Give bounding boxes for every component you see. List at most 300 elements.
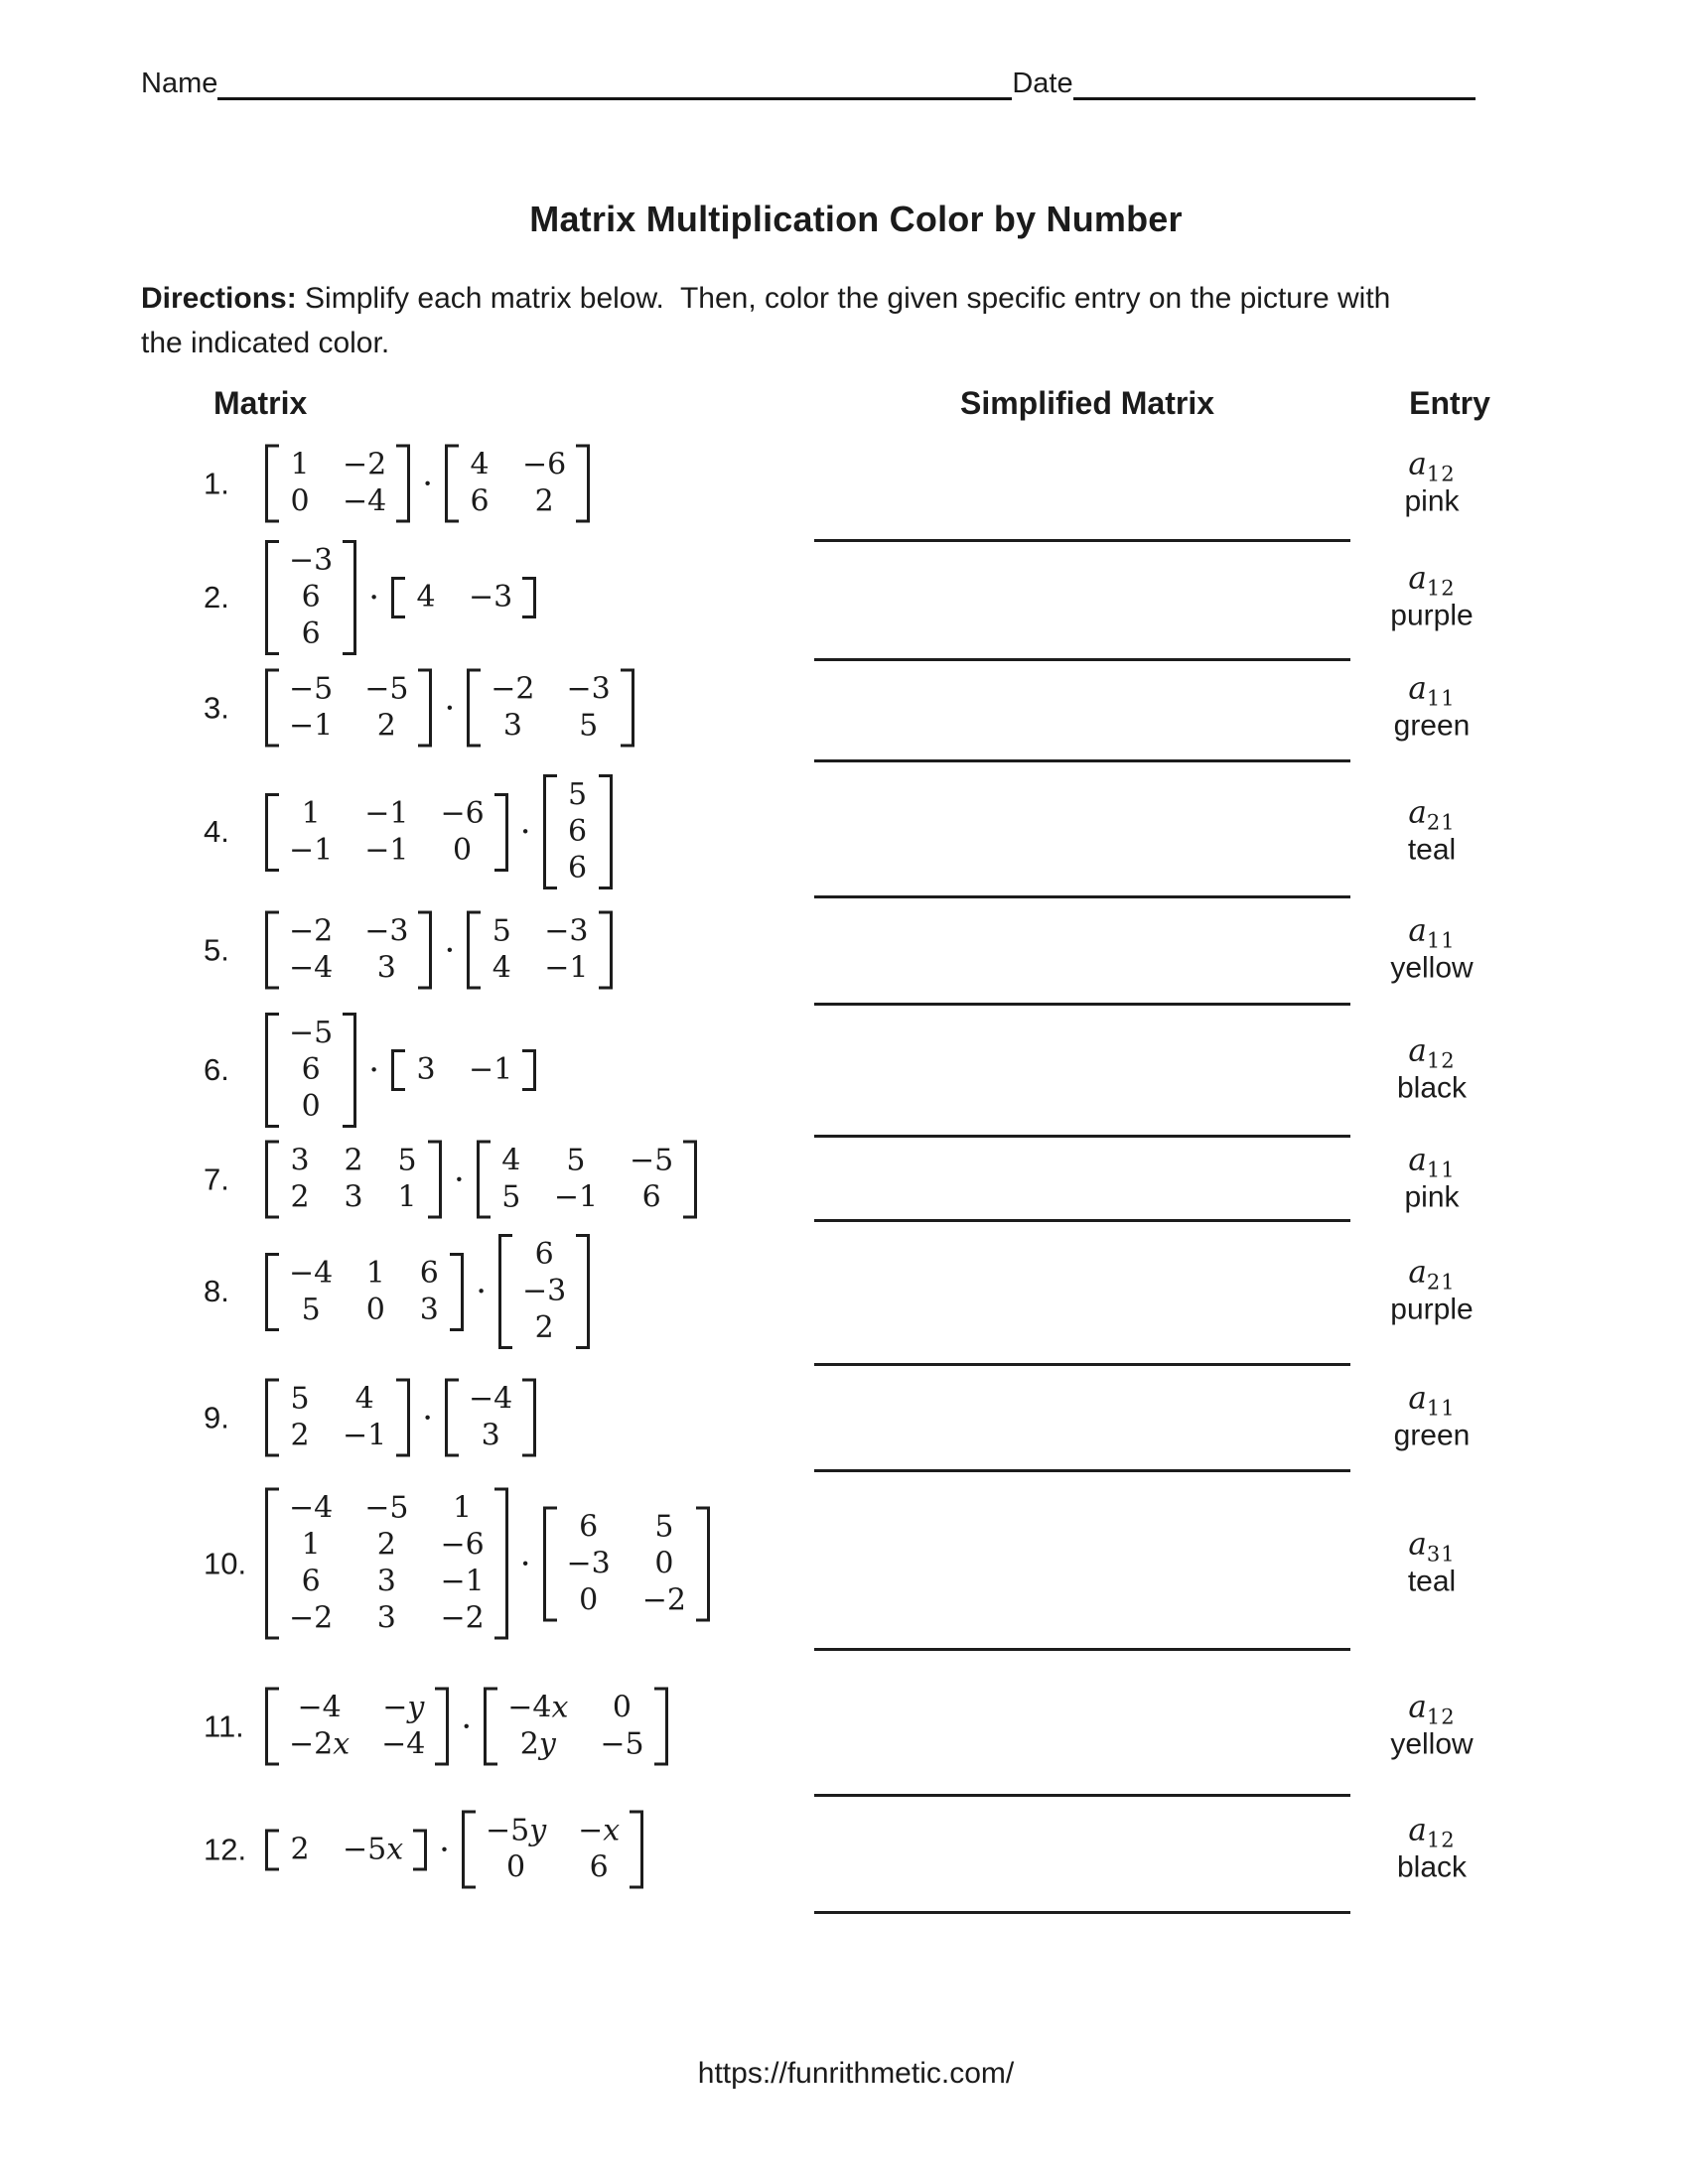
matrix-left-bracket (265, 1488, 279, 1640)
matrix-cell: 1 (290, 447, 310, 482)
matrix-cell: 4 (470, 447, 490, 482)
matrix-cell: 0 (290, 483, 310, 519)
multiplication-dot: · (444, 930, 456, 970)
matrix-cell: 3 (502, 708, 522, 744)
entry-spec (1393, 1380, 1471, 1453)
matrix-right-bracket (654, 1688, 668, 1766)
simplified-matrix-answer-line[interactable] (814, 1469, 1350, 1472)
problem-row (204, 669, 634, 748)
matrix-cells (557, 774, 599, 889)
matrix-cell: −3 (469, 580, 513, 614)
matrix-cell: −4 (381, 1726, 426, 1762)
matrix-cell: 0 (612, 1690, 633, 1725)
problem-number: 7. (204, 1161, 229, 1196)
matrix-cell: −2 (440, 1600, 485, 1636)
entry-subscript-symbol: $a_{11}$ (1408, 670, 1456, 711)
matrix-cell: 0 (301, 1089, 321, 1124)
entry-spec (1404, 446, 1460, 519)
matrix-cell: 5 (397, 1143, 417, 1178)
problem-matrices (265, 1234, 590, 1349)
matrix-cell: 6 (470, 483, 490, 519)
matrix-cells (279, 1829, 413, 1870)
name-label: Name (141, 68, 218, 99)
matrix-cell: −1 (553, 1179, 599, 1215)
matrix-right-bracket (428, 1141, 442, 1219)
matrix-cell: 3 (376, 1600, 396, 1636)
matrix-cell: −5x (343, 1832, 404, 1866)
matrix-cells (557, 1506, 696, 1621)
matrix-right-bracket (396, 1379, 410, 1457)
matrix-cell: 6 (579, 1509, 599, 1544)
matrix-cell: 6 (589, 1849, 609, 1885)
page-title: Matrix Multiplication Color by Number (529, 199, 1183, 239)
entry-color-name: purple (1390, 1293, 1474, 1326)
problem-matrices (265, 540, 536, 655)
matrix-cell: 5 (567, 777, 588, 812)
entry-spec (1407, 794, 1457, 868)
footer-url: https://funrithmetic.com/ (697, 2057, 1015, 2090)
entry-color-name: teal (1407, 833, 1457, 867)
matrix-left-bracket (467, 911, 481, 990)
matrix-cell: 0 (654, 1546, 674, 1580)
matrix-right-bracket (621, 669, 634, 748)
matrix-left-bracket (265, 1829, 279, 1870)
matrix-cell: 2 (376, 708, 396, 744)
matrix-cell: −6 (522, 447, 567, 482)
column-header-entry: Entry (1409, 385, 1490, 421)
matrix-right-bracket (418, 669, 432, 748)
matrix-cell: −4 (469, 1381, 513, 1417)
matrix-cell: 3 (376, 1564, 396, 1599)
problem-row (204, 540, 536, 655)
matrix-right-bracket (396, 445, 410, 523)
multiplication-dot: · (422, 464, 434, 503)
simplified-matrix-answer-line[interactable] (814, 1135, 1350, 1138)
entry-color-name: green (1393, 709, 1471, 743)
matrix-cell: 2 (290, 1418, 310, 1453)
multiplication-dot: · (439, 1830, 450, 1869)
matrix-cell: 3 (290, 1143, 310, 1178)
matrix (445, 1379, 536, 1457)
problem-matrices (265, 1013, 536, 1128)
matrix (265, 540, 356, 655)
problem-number: 5. (204, 932, 229, 967)
matrix-right-bracket (343, 540, 356, 655)
matrix-right-bracket (450, 1253, 464, 1331)
matrix-cell: −2 (289, 1600, 334, 1636)
matrix-cell: −4 (343, 483, 387, 519)
matrix-cells (491, 1141, 683, 1219)
problem-matrices (265, 669, 634, 748)
matrix-left-bracket (467, 669, 481, 748)
matrix-right-bracket (343, 1013, 356, 1128)
matrix-right-bracket (630, 1811, 643, 1889)
matrix-cells (481, 669, 620, 748)
matrix-cell: −2 (491, 671, 535, 707)
matrix-cell: 6 (534, 1237, 554, 1272)
column-header-matrix: Matrix (213, 385, 308, 421)
matrix-cells (476, 1811, 630, 1889)
matrix-cell: 5 (492, 913, 511, 949)
matrix-cell: 4 (492, 950, 511, 986)
matrix-cell: −1 (544, 950, 589, 986)
entry-subscript-symbol: $a_{11}$ (1408, 912, 1456, 953)
entry-spec (1390, 912, 1474, 986)
entry-subscript-symbol: $a_{11}$ (1408, 1380, 1456, 1421)
problem-row (204, 1141, 697, 1219)
matrix-cell: 1 (301, 795, 321, 831)
matrix-cells (405, 1049, 522, 1091)
problem-number: 9. (204, 1400, 229, 1434)
matrix (265, 1488, 508, 1640)
matrix-cell: −3 (364, 913, 409, 949)
entry-spec (1404, 1142, 1460, 1215)
date-label: Date (1012, 68, 1073, 99)
simplified-matrix-answer-line[interactable] (814, 1363, 1350, 1366)
matrix-cell: −3 (289, 543, 334, 578)
matrix-cell: −6 (440, 1527, 485, 1563)
matrix (543, 774, 613, 889)
problem-matrices (265, 1141, 697, 1219)
matrix-cell: −x (578, 1813, 621, 1848)
entry-subscript-symbol: $a_{31}$ (1408, 1526, 1456, 1567)
name-date-header (141, 62, 1487, 100)
directions-label: Directions: (141, 282, 297, 315)
simplified-matrix-answer-line[interactable] (814, 895, 1350, 898)
matrix-cell: −6 (440, 795, 485, 831)
matrix-cell: −y (382, 1690, 425, 1725)
matrix-left-bracket (543, 774, 557, 889)
matrix-cell: 3 (481, 1418, 500, 1453)
matrix-cell: −5 (289, 671, 334, 707)
directions-text (141, 276, 1390, 365)
matrix-cell: 5 (301, 1292, 321, 1327)
matrix-cell: −2x (289, 1726, 351, 1762)
matrix-left-bracket (265, 1688, 279, 1766)
matrix (391, 1049, 536, 1091)
multiplication-dot: · (476, 1272, 488, 1311)
matrix-cell: 0 (579, 1582, 599, 1617)
matrix-right-bracket (413, 1829, 427, 1870)
multiplication-dot: · (461, 1706, 473, 1746)
matrix (265, 1829, 427, 1870)
simplified-matrix-answer-line[interactable] (814, 759, 1350, 762)
matrix-cell: −2 (289, 913, 334, 949)
matrix-cell: −2 (343, 447, 387, 482)
matrix-cells (481, 911, 598, 990)
matrix-cell: 1 (301, 1527, 321, 1563)
entry-color-name: yellow (1390, 951, 1474, 985)
matrix-left-bracket (265, 669, 279, 748)
matrix-right-bracket (576, 445, 590, 523)
problem-row (204, 774, 613, 889)
matrix-cell: 6 (301, 580, 321, 614)
matrix (467, 911, 612, 990)
matrix-left-bracket (265, 540, 279, 655)
matrix-cell: 2 (344, 1143, 363, 1178)
problem-number: 1. (204, 466, 229, 500)
multiplication-dot: · (444, 688, 456, 728)
matrix-cells (279, 911, 418, 990)
matrix-cell: 5 (654, 1509, 674, 1544)
matrix-cell: −2 (641, 1582, 686, 1617)
problem-matrices (265, 1811, 643, 1889)
matrix-left-bracket (543, 1506, 557, 1621)
matrix-right-bracket (522, 577, 536, 618)
matrix-cell: −5 (600, 1726, 644, 1762)
matrix-cell: 6 (301, 1052, 321, 1087)
problem-matrices (265, 1379, 536, 1457)
matrix (265, 1688, 449, 1766)
problem-row (204, 1234, 590, 1349)
matrix (265, 793, 508, 872)
matrix-right-bracket (696, 1506, 710, 1621)
matrix-cell: 4 (416, 580, 436, 614)
matrix (477, 1141, 697, 1219)
simplified-matrix-answer-line[interactable] (814, 1794, 1350, 1797)
matrix-cell: −1 (289, 832, 334, 868)
matrix-cell: −1 (343, 1418, 387, 1453)
matrix (445, 445, 590, 523)
matrix-cell: 0 (453, 832, 473, 868)
entry-color-name: teal (1407, 1565, 1457, 1598)
matrix (265, 445, 410, 523)
matrix-right-bracket (494, 1488, 508, 1640)
problem-row (204, 911, 613, 990)
entry-color-name: pink (1404, 1180, 1460, 1214)
matrix-cell: 2 (290, 1832, 310, 1866)
matrix-left-bracket (477, 1141, 491, 1219)
matrix-cell: −4 (289, 950, 334, 986)
matrix-right-bracket (494, 793, 508, 872)
simplified-matrix-answer-line[interactable] (814, 1219, 1350, 1222)
matrix-cells (405, 577, 522, 618)
matrix-cells (279, 1013, 343, 1128)
matrix-cells (279, 1488, 494, 1640)
matrix-cell: −5 (364, 1490, 409, 1526)
matrix-cell: 3 (344, 1179, 363, 1215)
entry-color-name: yellow (1390, 1727, 1474, 1761)
problem-number: 10. (204, 1546, 247, 1580)
matrix-cells (459, 445, 576, 523)
problem-number: 3. (204, 690, 229, 725)
matrix (391, 577, 536, 618)
problem-number: 11. (204, 1708, 244, 1743)
matrix-right-bracket (522, 1379, 536, 1457)
problem-row (204, 1013, 536, 1128)
entry-subscript-symbol: $a_{12}$ (1408, 560, 1456, 601)
matrix-cell: −1 (364, 832, 409, 868)
matrix-cell: 0 (506, 1849, 526, 1885)
matrix-cells (279, 540, 343, 655)
problem-number: 12. (204, 1832, 247, 1866)
matrix-cell: 1 (397, 1179, 417, 1215)
matrix-left-bracket (265, 911, 279, 990)
matrix (462, 1811, 643, 1889)
matrix-cell: −4 (289, 1490, 334, 1526)
matrix-right-bracket (418, 911, 432, 990)
entry-subscript-symbol: $a_{11}$ (1408, 1142, 1456, 1182)
matrix-left-bracket (391, 577, 405, 618)
matrix-cell: −4x (507, 1690, 569, 1725)
matrix-cell: 3 (419, 1292, 439, 1327)
matrix-left-bracket (445, 445, 459, 523)
matrix-cell: −1 (440, 1564, 485, 1599)
matrix (265, 1379, 410, 1457)
matrix-cell: 0 (365, 1292, 385, 1327)
multiplication-dot: · (368, 1050, 380, 1090)
matrix-cell: −3 (566, 1546, 611, 1580)
entry-spec (1390, 1689, 1474, 1762)
matrix-cell: −1 (469, 1052, 513, 1087)
name-blank-line[interactable] (217, 62, 1012, 100)
simplified-matrix-answer-line[interactable] (814, 539, 1350, 542)
simplified-matrix-answer-line[interactable] (814, 1911, 1350, 1914)
matrix-left-bracket (265, 1141, 279, 1219)
matrix-left-bracket (265, 1013, 279, 1128)
simplified-matrix-answer-line[interactable] (814, 1648, 1350, 1651)
matrix-cell: 2 (290, 1179, 310, 1215)
entry-subscript-symbol: $a_{21}$ (1408, 1254, 1456, 1295)
matrix-right-bracket (576, 1234, 590, 1349)
matrix-cell: 6 (641, 1179, 661, 1215)
problem-matrices (265, 1688, 668, 1766)
matrix-left-bracket (445, 1379, 459, 1457)
entry-subscript-symbol: $a_{12}$ (1408, 446, 1456, 486)
matrix-right-bracket (599, 774, 613, 889)
problem-number: 8. (204, 1274, 229, 1308)
entry-color-name: green (1393, 1419, 1471, 1452)
matrix-right-bracket (683, 1141, 697, 1219)
entry-subscript-symbol: $a_{21}$ (1408, 794, 1456, 835)
matrix (484, 1688, 667, 1766)
multiplication-dot: · (519, 1544, 531, 1583)
entry-subscript-symbol: $a_{12}$ (1408, 1812, 1456, 1852)
directions-line-2: the indicated color. (141, 327, 390, 359)
matrix-right-bracket (522, 1049, 536, 1091)
matrix-cell: 2 (376, 1527, 396, 1563)
matrix-cell: −4 (289, 1255, 334, 1291)
problem-row (204, 1688, 668, 1766)
matrix-cell: 5 (566, 1143, 586, 1178)
matrix-left-bracket (484, 1688, 497, 1766)
matrix-cells (279, 1688, 435, 1766)
matrix-cell: −5 (364, 671, 409, 707)
matrix-cell: 6 (301, 616, 321, 651)
matrix (498, 1234, 590, 1349)
matrix (265, 669, 432, 748)
matrix-cell: 5 (579, 708, 599, 744)
matrix-left-bracket (265, 1379, 279, 1457)
matrix-cells (279, 1253, 450, 1331)
matrix-cells (279, 445, 396, 523)
directions-line-1 (141, 276, 1390, 321)
problem-row (204, 445, 590, 523)
multiplication-dot: · (519, 812, 531, 852)
matrix-cell: −5 (289, 1016, 334, 1050)
problem-row (204, 1811, 643, 1889)
matrix (543, 1506, 710, 1621)
entry-spec (1390, 560, 1474, 633)
matrix-right-bracket (599, 911, 613, 990)
problem-number: 2. (204, 580, 229, 614)
matrix-cells (279, 1379, 396, 1457)
simplified-matrix-answer-line[interactable] (814, 658, 1350, 661)
problem-matrices (265, 1488, 710, 1640)
matrix-cell: 6 (301, 1564, 321, 1599)
entry-color-name: pink (1404, 484, 1460, 518)
problem-matrices (265, 774, 613, 889)
entry-spec (1396, 1032, 1468, 1106)
matrix-cell: 6 (567, 851, 588, 886)
matrix (265, 1141, 442, 1219)
problem-row (204, 1379, 536, 1457)
matrix-cells (279, 793, 494, 872)
matrix-cell: −1 (289, 708, 334, 744)
matrix-cell: 3 (416, 1052, 436, 1087)
matrix-left-bracket (265, 445, 279, 523)
column-header-simplified-matrix: Simplified Matrix (959, 385, 1215, 421)
multiplication-dot: · (454, 1160, 465, 1199)
matrix-cells (459, 1379, 522, 1457)
entry-color-name: purple (1390, 599, 1474, 632)
matrix (467, 669, 633, 748)
matrix-cells (512, 1234, 576, 1349)
matrix-cell: −3 (522, 1274, 567, 1308)
matrix-cell: −3 (566, 671, 611, 707)
matrix-left-bracket (265, 793, 279, 872)
matrix-cell: −3 (544, 913, 589, 949)
matrix-cell: 1 (365, 1255, 385, 1291)
matrix-cell: 4 (354, 1381, 374, 1417)
directions-line-1-rest: Simplify each matrix below. Then, color the given specific entry on the picture with (296, 282, 1391, 315)
matrix-cell: −1 (364, 795, 409, 831)
matrix-cell: −4 (297, 1690, 342, 1725)
entry-spec (1390, 1254, 1474, 1327)
matrix-cell: 5 (290, 1381, 310, 1417)
matrix-cell: 6 (567, 814, 588, 849)
problem-matrices (265, 911, 613, 990)
matrix-cells (497, 1688, 653, 1766)
entry-subscript-symbol: $a_{12}$ (1408, 1032, 1456, 1073)
matrix-cell: 2y (519, 1726, 556, 1762)
problem-number: 4. (204, 814, 229, 849)
matrix-left-bracket (462, 1811, 476, 1889)
matrix-cells (279, 669, 418, 748)
matrix (265, 1013, 356, 1128)
problem-number: 6. (204, 1052, 229, 1087)
entry-spec (1407, 1526, 1457, 1599)
matrix-cell: 6 (419, 1255, 439, 1291)
matrix-cell: 1 (453, 1490, 473, 1526)
problem-matrices (265, 445, 590, 523)
simplified-matrix-answer-line[interactable] (814, 1003, 1350, 1006)
date-blank-line[interactable] (1073, 62, 1476, 100)
matrix-cell: 2 (534, 1310, 554, 1345)
matrix-cell: −5y (485, 1813, 547, 1848)
matrix-left-bracket (265, 1253, 279, 1331)
entry-spec (1393, 670, 1471, 744)
matrix-cells (279, 1141, 428, 1219)
entry-color-name: black (1396, 1071, 1468, 1105)
matrix-right-bracket (435, 1688, 449, 1766)
multiplication-dot: · (368, 578, 380, 617)
matrix-cell: 3 (376, 950, 396, 986)
matrix-cell: 5 (501, 1179, 521, 1215)
problem-row (204, 1488, 710, 1640)
matrix-left-bracket (498, 1234, 512, 1349)
matrix-left-bracket (391, 1049, 405, 1091)
